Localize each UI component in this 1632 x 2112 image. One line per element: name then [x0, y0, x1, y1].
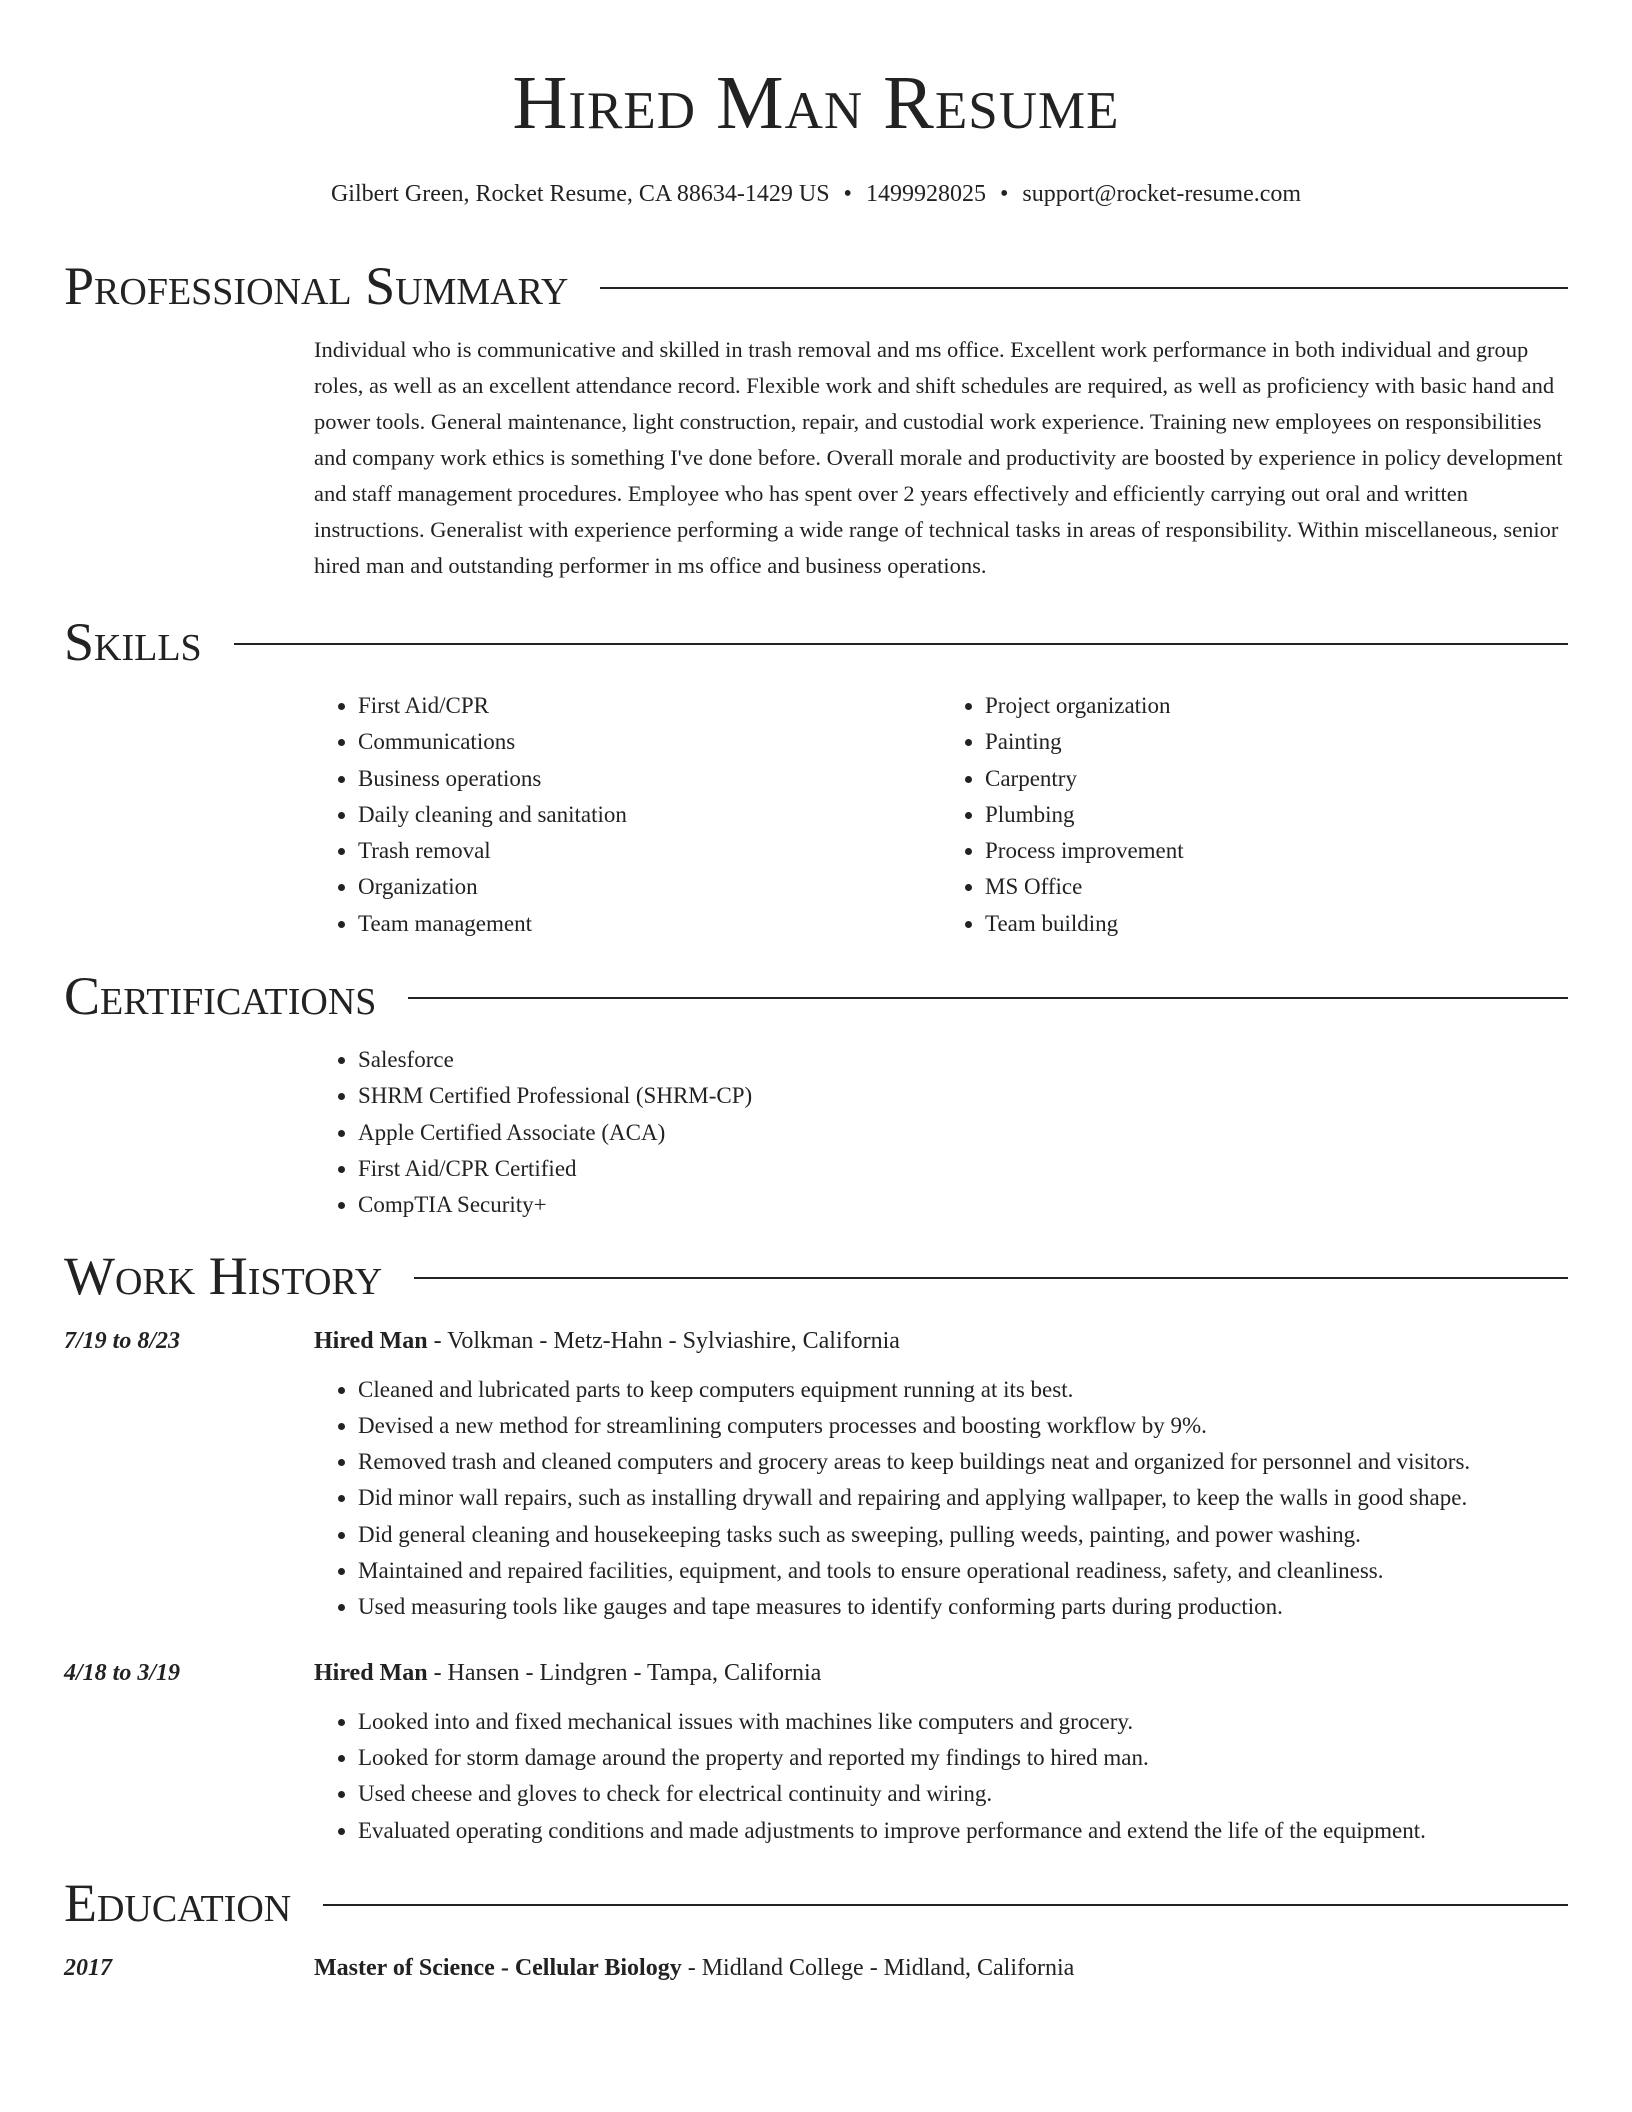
certification-item: • SHRM Certified Professional (SHRM-CP): [358, 1078, 1568, 1114]
job-title: Hired Man: [314, 1659, 428, 1686]
job-title-line: [314, 1656, 821, 1690]
job-header: [64, 1324, 1568, 1358]
education-year: 2017: [64, 1954, 112, 1981]
job-employer: - Hansen - Lindgren - Tampa, California: [427, 1659, 822, 1686]
job-employer: - Volkman - Metz-Hahn - Sylviashire, California: [427, 1327, 900, 1354]
job-bullet: • Evaluated operating conditions and made adjustments to improve performance and extend the life of the equipment.: [358, 1813, 1568, 1849]
job-bullet: • Devised a new method for streamlining computers processes and boosting workflow by 9%.: [358, 1408, 1568, 1444]
section-divider: [408, 997, 1568, 999]
job-bullets: [314, 1704, 1568, 1849]
certification-item: • Salesforce: [358, 1042, 1568, 1078]
job-dates: 7/19 to 8/23: [64, 1327, 181, 1354]
certification-item: • Apple Certified Associate (ACA): [358, 1115, 1568, 1151]
job-bullet: • Used measuring tools like gauges and tape measures to identify conforming parts during production.: [358, 1589, 1568, 1625]
skill-item: • Team building: [985, 906, 1568, 942]
certification-item: • CompTIA Security+: [358, 1187, 1568, 1223]
certifications-content: [314, 1042, 1568, 1223]
summary-content: [314, 332, 1568, 584]
job-content: [314, 1372, 1568, 1626]
section-divider: [600, 287, 1568, 289]
job-bullet: • Looked into and fixed mechanical issues with machines like computers and grocery.: [358, 1704, 1568, 1740]
work-section-header: [64, 1244, 1568, 1308]
section-divider: [234, 643, 1568, 645]
contact-phone: 1499928025: [865, 181, 986, 207]
contact-address: Gilbert Green, Rocket Resume, CA 88634-1429 US: [330, 181, 830, 207]
job-title: Hired Man: [314, 1327, 428, 1354]
job-bullet: • Cleaned and lubricated parts to keep computers equipment running at its best.: [358, 1372, 1568, 1408]
contact-email[interactable]: support@rocket-resume.com: [1022, 181, 1302, 207]
skill-item: • Daily cleaning and sanitation: [358, 797, 941, 833]
job-bullet: • Looked for storm damage around the property and reported my findings to hired man.: [358, 1740, 1568, 1776]
job-bullet: • Removed trash and cleaned computers and grocery areas to keep buildings neat and organized for personnel and visitors.: [358, 1444, 1568, 1480]
skill-item: • MS Office: [985, 869, 1568, 905]
skills-list-left: [314, 688, 941, 942]
section-divider: [414, 1277, 1568, 1279]
skills-list-right: [941, 688, 1568, 942]
skill-item: • Plumbing: [985, 797, 1568, 833]
education-section-header: [64, 1871, 1568, 1935]
summary-heading: Professional Summary: [64, 256, 569, 316]
job-bullet: • Maintained and repaired facilities, equipment, and tools to ensure operational readiness, safety, and cleanliness.: [358, 1553, 1568, 1589]
skill-item: • Business operations: [358, 761, 941, 797]
skill-item: • Carpentry: [985, 761, 1568, 797]
certifications-list: [314, 1042, 1568, 1223]
summary-section-header: [64, 254, 1568, 318]
summary-text: Individual who is communicative and skilled in trash removal and ms office. Excellent work performance in both individual and group roles, as well as an excellent attendance record. Flexible work and shift schedules are required, as well as proficiency with basic hand and power tools. General maintenance, light construction, repair, and custodial work experience. Training new employees on responsibilities and company work ethics is something I've done before. Overall morale and productivity are boosted by experience in policy development and staff management procedures. Employee who has spent over 2 years effectively and efficiently carrying out oral and written instructions. Generalist with experience performing a wide range of technical tasks in areas of responsibility. Within miscellaneous, senior hired man and outstanding performer in ms office and business operations.: [314, 337, 1563, 578]
job-bullet: • Did general cleaning and housekeeping tasks such as sweeping, pulling weeds, painting, and power washing.: [358, 1517, 1568, 1553]
skill-item: • Project organization: [985, 688, 1568, 724]
job-content: [314, 1704, 1568, 1849]
skill-item: • Communications: [358, 724, 941, 760]
skill-item: • First Aid/CPR: [358, 688, 941, 724]
skill-item: • Organization: [358, 869, 941, 905]
education-school: - Midland College - Midland, California: [681, 1954, 1075, 1981]
education-title-line: [314, 1951, 1074, 1985]
certification-item: • First Aid/CPR Certified: [358, 1151, 1568, 1187]
skills-content: [314, 688, 1568, 942]
skill-item: • Process improvement: [985, 833, 1568, 869]
job-dates: 4/18 to 3/19: [64, 1659, 181, 1686]
skill-item: • Trash removal: [358, 833, 941, 869]
education-heading: Education: [64, 1872, 292, 1933]
education-degree: Master of Science - Cellular Biology: [314, 1954, 682, 1981]
job-bullet: • Did minor wall repairs, such as installing drywall and repairing and applying wallpaper, to keep the walls in good shape.: [358, 1480, 1568, 1516]
skill-item: • Team management: [358, 906, 941, 942]
job-title-line: [314, 1324, 900, 1358]
education-entry: [64, 1951, 1568, 1985]
job-header: [64, 1656, 1568, 1690]
work-heading: Work History: [64, 1245, 383, 1306]
job-bullets: [314, 1372, 1568, 1626]
section-divider: [323, 1904, 1568, 1906]
resume-title: Hired Man Resume: [512, 61, 1120, 145]
skills-heading: Skills: [64, 612, 202, 672]
skills-section-header: [64, 610, 1568, 674]
certifications-heading: Certifications: [64, 966, 377, 1027]
contact-line: [64, 178, 1568, 210]
skill-item: • Painting: [985, 724, 1568, 760]
job-bullet: • Used cheese and gloves to check for electrical continuity and wiring.: [358, 1776, 1568, 1812]
contact-separator: •: [999, 181, 1009, 207]
certifications-section-header: [64, 964, 1568, 1028]
contact-separator: •: [843, 181, 852, 207]
